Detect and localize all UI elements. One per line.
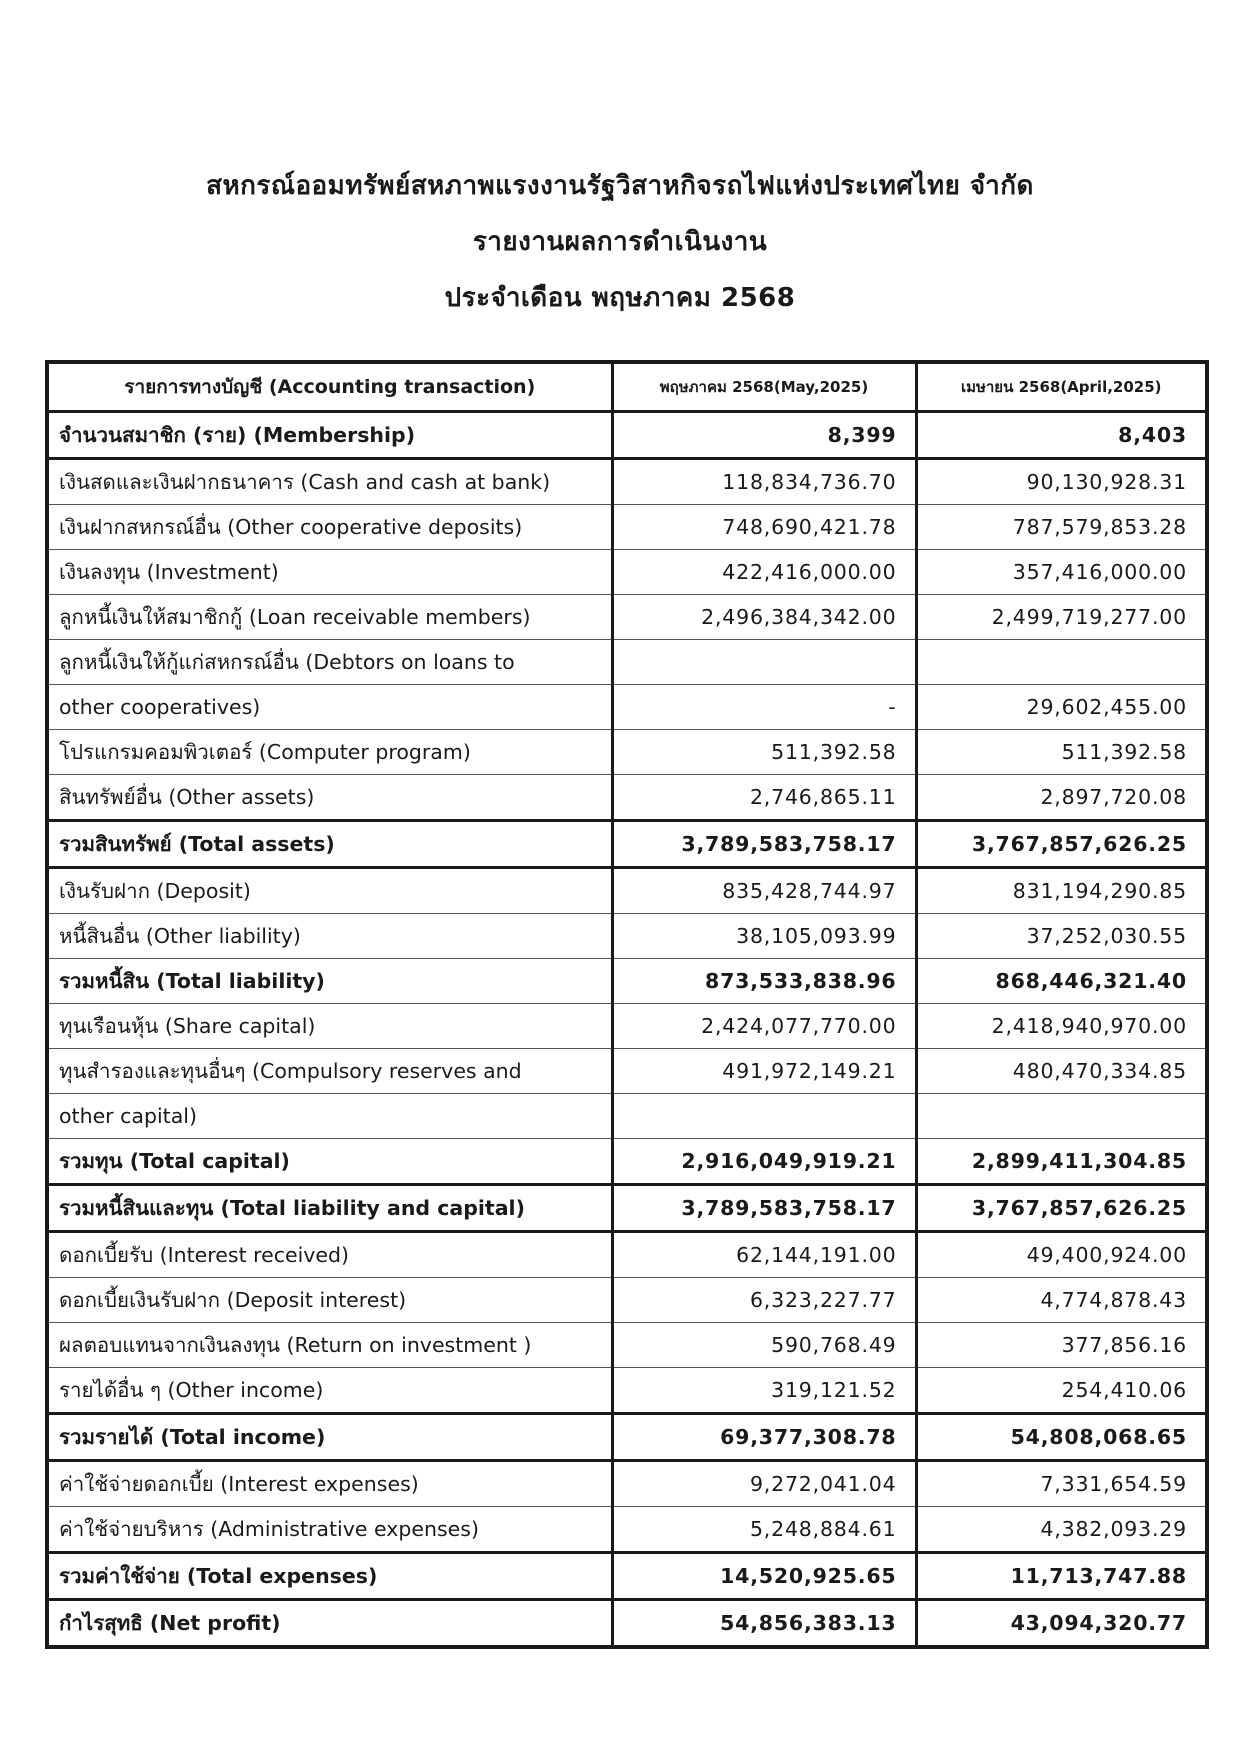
table-row xyxy=(47,459,1207,505)
value-may xyxy=(612,1094,916,1139)
value-may: 54,856,383.13 xyxy=(612,1600,916,1648)
header-may-2025: พฤษภาคม 2568(May,2025) xyxy=(612,362,916,412)
row-label: ผลตอบแทนจากเงินลงทุน (Return on investment ) xyxy=(47,1323,612,1368)
row-label: ทุนเรือนหุ้น (Share capital) xyxy=(47,1004,612,1049)
row-label: ลูกหนี้เงินให้กู้แก่สหกรณ์อื่น (Debtors on loans to xyxy=(47,640,612,685)
value-april: 11,713,747.88 xyxy=(916,1553,1207,1600)
table-row xyxy=(47,914,1207,959)
row-label: ค่าใช้จ่ายดอกเบี้ย (Interest expenses) xyxy=(47,1461,612,1507)
table-row-total-expenses xyxy=(47,1553,1207,1600)
value-april: 377,856.16 xyxy=(916,1323,1207,1368)
row-label: เงินฝากสหกรณ์อื่น (Other cooperative deposits) xyxy=(47,505,612,550)
value-april: 2,899,411,304.85 xyxy=(916,1139,1207,1185)
value-may: 118,834,736.70 xyxy=(612,459,916,505)
financial-report-table xyxy=(45,360,1209,1649)
row-label: รวมหนี้สิน (Total liability) xyxy=(47,959,612,1004)
row-label: ทุนสำรองและทุนอื่นๆ (Compulsory reserves and xyxy=(47,1049,612,1094)
value-april: 2,499,719,277.00 xyxy=(916,595,1207,640)
value-may: 491,972,149.21 xyxy=(612,1049,916,1094)
value-april: 49,400,924.00 xyxy=(916,1232,1207,1278)
row-label: รวมสินทรัพย์ (Total assets) xyxy=(47,821,612,868)
row-label: other capital) xyxy=(47,1094,612,1139)
value-may: - xyxy=(612,685,916,730)
table-row xyxy=(47,868,1207,914)
header-april-2025: เมษายน 2568(April,2025) xyxy=(916,362,1207,412)
report-header xyxy=(0,158,1240,326)
value-may: 422,416,000.00 xyxy=(612,550,916,595)
table-row xyxy=(47,595,1207,640)
table-row-total-assets xyxy=(47,821,1207,868)
row-label: รวมหนี้สินและทุน (Total liability and capital) xyxy=(47,1185,612,1232)
table-header-row xyxy=(47,362,1207,412)
table-row xyxy=(47,730,1207,775)
value-may: 3,789,583,758.17 xyxy=(612,821,916,868)
value-may: 2,424,077,770.00 xyxy=(612,1004,916,1049)
table-row xyxy=(47,1323,1207,1368)
report-period: ประจำเดือน พฤษภาคม 2568 xyxy=(444,283,796,313)
value-may: 511,392.58 xyxy=(612,730,916,775)
row-label: กำไรสุทธิ (Net profit) xyxy=(47,1600,612,1648)
table-row-membership xyxy=(47,412,1207,459)
table-row xyxy=(47,1461,1207,1507)
table-row xyxy=(47,1507,1207,1553)
table-row xyxy=(47,1004,1207,1049)
value-april: 3,767,857,626.25 xyxy=(916,1185,1207,1232)
value-april xyxy=(916,1094,1207,1139)
value-may: 2,746,865.11 xyxy=(612,775,916,821)
value-april: 29,602,455.00 xyxy=(916,685,1207,730)
row-label: รายได้อื่น ๆ (Other income) xyxy=(47,1368,612,1414)
table-row xyxy=(47,1049,1207,1094)
value-may: 9,272,041.04 xyxy=(612,1461,916,1507)
table-row xyxy=(47,775,1207,821)
value-may: 38,105,093.99 xyxy=(612,914,916,959)
value-may: 2,496,384,342.00 xyxy=(612,595,916,640)
table-row xyxy=(47,1368,1207,1414)
value-may: 6,323,227.77 xyxy=(612,1278,916,1323)
value-april xyxy=(916,640,1207,685)
row-label: จำนวนสมาชิก (ราย) (Membership) xyxy=(47,412,612,459)
value-april: 8,403 xyxy=(916,412,1207,459)
value-april: 787,579,853.28 xyxy=(916,505,1207,550)
value-april: 4,774,878.43 xyxy=(916,1278,1207,1323)
row-label: ดอกเบี้ยเงินรับฝาก (Deposit interest) xyxy=(47,1278,612,1323)
table-row xyxy=(47,685,1207,730)
row-label: เงินลงทุน (Investment) xyxy=(47,550,612,595)
value-may: 590,768.49 xyxy=(612,1323,916,1368)
value-april: 37,252,030.55 xyxy=(916,914,1207,959)
cooperative-name: สหกรณ์ออมทรัพย์สหภาพแรงงานรัฐวิสาหกิจรถไฟแห่งประเทศไทย จำกัด xyxy=(206,171,1034,201)
value-may: 319,121.52 xyxy=(612,1368,916,1414)
value-april: 90,130,928.31 xyxy=(916,459,1207,505)
row-label: ดอกเบี้ยรับ (Interest received) xyxy=(47,1232,612,1278)
value-april: 511,392.58 xyxy=(916,730,1207,775)
value-april: 54,808,068.65 xyxy=(916,1414,1207,1461)
value-may xyxy=(612,640,916,685)
row-label: รวมทุน (Total capital) xyxy=(47,1139,612,1185)
row-label: other cooperatives) xyxy=(47,685,612,730)
row-label: ค่าใช้จ่ายบริหาร (Administrative expenses) xyxy=(47,1507,612,1553)
value-april: 2,418,940,970.00 xyxy=(916,1004,1207,1049)
table-row xyxy=(47,640,1207,685)
table-row-net-profit xyxy=(47,1600,1207,1648)
table-row xyxy=(47,505,1207,550)
table-row-total-liability xyxy=(47,959,1207,1004)
row-label: รวมรายได้ (Total income) xyxy=(47,1414,612,1461)
value-april: 480,470,334.85 xyxy=(916,1049,1207,1094)
table-row xyxy=(47,1094,1207,1139)
value-april: 2,897,720.08 xyxy=(916,775,1207,821)
table-row xyxy=(47,1232,1207,1278)
table-row-total-liability-capital xyxy=(47,1185,1207,1232)
value-april: 4,382,093.29 xyxy=(916,1507,1207,1553)
row-label: เงินสดและเงินฝากธนาคาร (Cash and cash at bank) xyxy=(47,459,612,505)
value-may: 5,248,884.61 xyxy=(612,1507,916,1553)
table-row-total-income xyxy=(47,1414,1207,1461)
value-april: 43,094,320.77 xyxy=(916,1600,1207,1648)
row-label: รวมค่าใช้จ่าย (Total expenses) xyxy=(47,1553,612,1600)
value-may: 3,789,583,758.17 xyxy=(612,1185,916,1232)
row-label: สินทรัพย์อื่น (Other assets) xyxy=(47,775,612,821)
row-label: เงินรับฝาก (Deposit) xyxy=(47,868,612,914)
value-april: 7,331,654.59 xyxy=(916,1461,1207,1507)
value-april: 357,416,000.00 xyxy=(916,550,1207,595)
value-may: 2,916,049,919.21 xyxy=(612,1139,916,1185)
table-row xyxy=(47,1278,1207,1323)
value-may: 8,399 xyxy=(612,412,916,459)
row-label: ลูกหนี้เงินให้สมาชิกกู้ (Loan receivable members) xyxy=(47,595,612,640)
value-april: 868,446,321.40 xyxy=(916,959,1207,1004)
report-title: รายงานผลการดำเนินงาน xyxy=(472,227,768,257)
value-may: 62,144,191.00 xyxy=(612,1232,916,1278)
value-may: 14,520,925.65 xyxy=(612,1553,916,1600)
value-may: 748,690,421.78 xyxy=(612,505,916,550)
table-row xyxy=(47,550,1207,595)
table-row-total-capital xyxy=(47,1139,1207,1185)
value-may: 873,533,838.96 xyxy=(612,959,916,1004)
value-may: 835,428,744.97 xyxy=(612,868,916,914)
header-transaction: รายการทางบัญชี (Accounting transaction) xyxy=(47,362,612,412)
row-label: หนี้สินอื่น (Other liability) xyxy=(47,914,612,959)
value-april: 254,410.06 xyxy=(916,1368,1207,1414)
value-may: 69,377,308.78 xyxy=(612,1414,916,1461)
value-april: 831,194,290.85 xyxy=(916,868,1207,914)
value-april: 3,767,857,626.25 xyxy=(916,821,1207,868)
row-label: โปรแกรมคอมพิวเตอร์ (Computer program) xyxy=(47,730,612,775)
